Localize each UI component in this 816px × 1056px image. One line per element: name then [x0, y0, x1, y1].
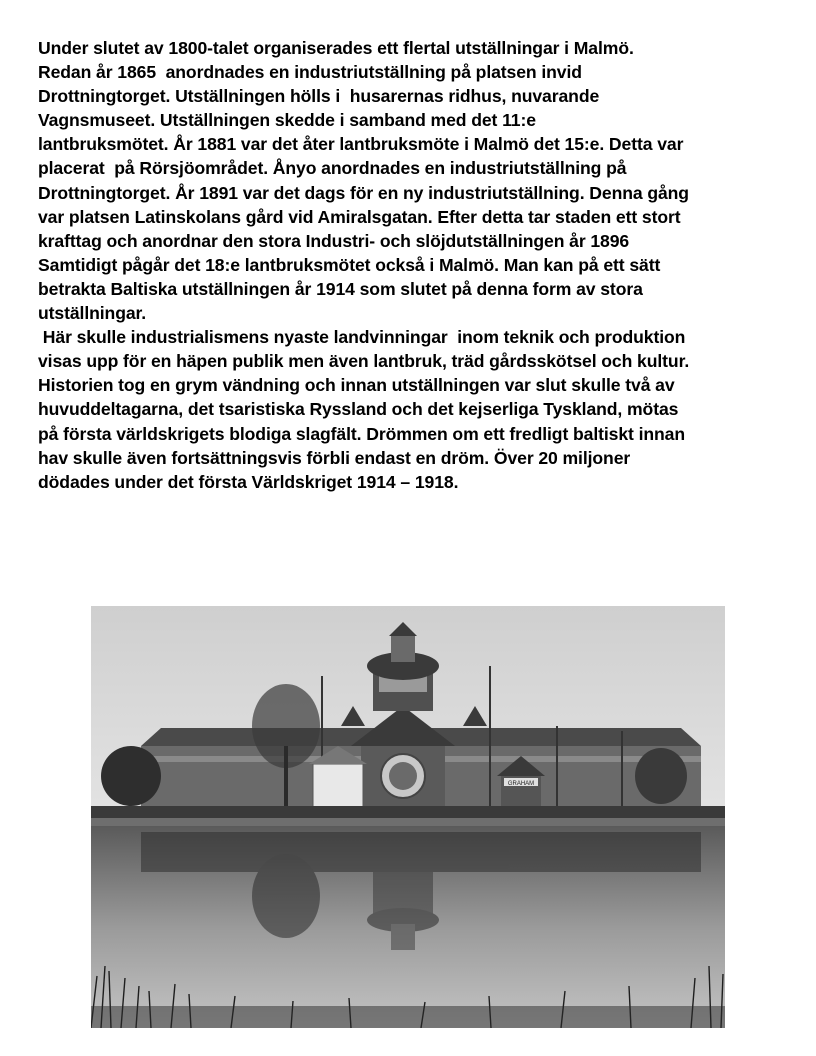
text-line: Samtidigt pågår det 18:e lantbruksmötet också i Malmö. Man kan på ett sätt: [38, 254, 661, 275]
text-line: dödades under det första Världskriget 1914 – 1918.: [38, 471, 459, 492]
text-line: Redan år 1865 anordnades en industriutställning på platsen invid: [38, 62, 582, 83]
text-line: placerat på Rörsjöområdet. Ånyo anordnades en industriutställning på: [38, 158, 627, 179]
text-line: krafttag och anordnar den stora Industri- och slöjdutställningen år 1896: [38, 230, 630, 251]
kiosk-sign-text: GRAHAM: [507, 781, 535, 787]
text-line: lantbruksmötet. År 1881 var det åter lantbruksmöte i Malmö det 15:e. Detta var: [38, 134, 684, 155]
text-line: hav skulle även fortsättningsvis förbli endast en dröm. Över 20 miljoner: [38, 447, 631, 468]
exhibition-photo: [91, 606, 725, 1028]
text-line: Historien tog en grym vändning och innan utställningen var slut skulle två av: [38, 375, 675, 396]
text-line: Drottningtorget. År 1891 var det dags för en ny industriutställning. Denna gång: [38, 182, 689, 203]
text-line: visas upp för en häpen publik men även lantbruk, träd gårdsskötsel och kultur.: [38, 351, 690, 372]
text-line: Drottningtorget. Utställningen hölls i husarernas ridhus, nuvarande: [38, 86, 600, 107]
text-line: Under slutet av 1800-talet organiserades ett flertal utställningar i Malmö.: [38, 38, 634, 58]
text-line: utställningar.: [38, 303, 147, 324]
text-line: betrakta Baltiska utställningen år 1914 som slutet på denna form av stora: [38, 278, 643, 299]
text-line: på första världskrigets blodiga slagfält. Drömmen om ett fredligt baltiskt innan: [38, 423, 685, 444]
text-line: Vagnsmuseet. Utställningen skedde i samband med det 11:e: [38, 110, 536, 131]
exhibition-photo-illustration: [91, 606, 725, 1028]
body-text: [38, 36, 798, 494]
text-line: var platsen Latinskolans gård vid Amiralsgatan. Efter detta tar staden ett stort: [38, 206, 681, 227]
white-kiosk: [313, 764, 363, 810]
text-line: huvuddeltagarna, det tsaristiska Ryssland och det kejserliga Tyskland, mötas: [38, 399, 679, 420]
text-line: Här skulle industrialismens nyaste landvinningar inom teknik och produktion: [38, 327, 686, 348]
